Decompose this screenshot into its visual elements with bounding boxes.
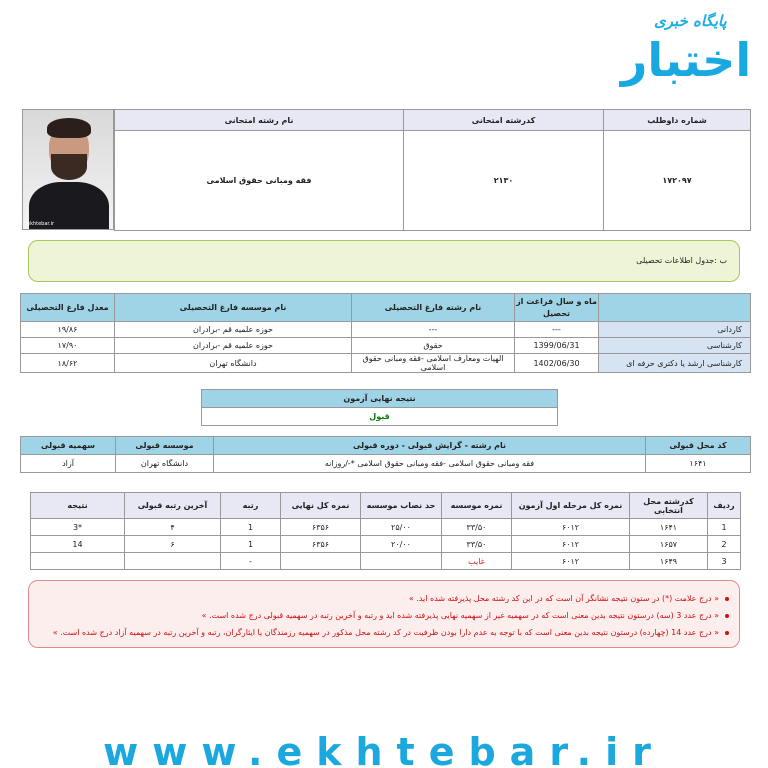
- table-row: [21, 322, 751, 338]
- ch-first-score: ۶۰۱۲: [512, 519, 630, 536]
- note-item: [29, 607, 729, 624]
- acc-header-quota: سهمیه قبولی: [21, 437, 116, 455]
- note-text: « درج علامت (*) در ستون نتیجه نشانگر آن است که در این کد رشته محل پذیرفته شده اید. »: [408, 594, 719, 603]
- final-result-value: قبول: [202, 408, 558, 426]
- ch-row-num: 3: [708, 553, 741, 570]
- ch-row-num: 1: [708, 519, 741, 536]
- header-exam-code: کدرشته امتحانی: [404, 110, 604, 131]
- edu-date: 1402/06/30: [515, 354, 599, 373]
- ch-header-last-rank: آخرین رتبه قبولی: [125, 493, 221, 519]
- table-row: [31, 536, 741, 553]
- acc-header-field: نام رشته - گرایش قبولی - دوره قبولی: [214, 437, 646, 455]
- edu-date: ---: [515, 322, 599, 338]
- table-row: [31, 519, 741, 536]
- ch-code: ۱۶۵۷: [630, 536, 708, 553]
- logo-subtitle: پایگاه خبری: [654, 12, 727, 30]
- table-row: [21, 354, 751, 373]
- education-table: [20, 293, 751, 373]
- logo-title: اختبار: [620, 33, 752, 87]
- photo-beard: [51, 154, 87, 180]
- ch-header-inst-score: نمره موسسه: [442, 493, 512, 519]
- edu-header-graduation-date: ماه و سال فراغت از تحصیل: [515, 294, 599, 322]
- ch-inst-min: ۲۵/۰۰: [361, 519, 442, 536]
- edu-level: کارشناسی: [599, 338, 751, 354]
- note-text: « درج عدد 14 (چهارده) درستون نتیجه بدین معنی است که با توجه به عدم دارا بودن ظرفیت در کد رشته محل مذکور در سهمیه رزمندگان یا ایثارگران، رتبه و آخرین رتبه در سهمیه آزاد درج شده است. »: [52, 628, 719, 637]
- ch-result: 14: [31, 536, 125, 553]
- edu-header-field: نام رشته فارغ التحصیلی: [352, 294, 515, 322]
- acc-header-institution: موسسه قبولی: [116, 437, 214, 455]
- ch-first-score: ۶۰۱۲: [512, 536, 630, 553]
- header-candidate-number: شماره داوطلب: [604, 110, 751, 131]
- ch-rank: -: [221, 553, 281, 570]
- edu-level: کاردانی: [599, 322, 751, 338]
- notes-box: [28, 580, 740, 648]
- edu-header-gpa: معدل فارغ التحصیلی: [21, 294, 115, 322]
- photo-caption: ekhtebar.ir: [27, 221, 55, 227]
- edu-gpa: ۱۷/۹۰: [21, 338, 115, 354]
- edu-field: الهیات ومعارف اسلامی -فقه ومبانی حقوق اسلامی: [352, 354, 515, 373]
- candidate-table: [114, 109, 751, 231]
- ch-last-rank: ۶: [125, 536, 221, 553]
- table-row: [21, 338, 751, 354]
- ch-last-rank: [125, 553, 221, 570]
- edu-institution: دانشگاه تهران: [115, 354, 352, 373]
- ch-inst-score: ۳۳/۵۰: [442, 519, 512, 536]
- footer-url: www.ekhtebar.ir: [103, 730, 665, 768]
- acc-header-code: کد محل قبولی: [646, 437, 751, 455]
- ch-final-score: [281, 553, 361, 570]
- ch-code: ۱۶۴۱: [630, 519, 708, 536]
- ch-row-num: 2: [708, 536, 741, 553]
- ch-result: *3: [31, 519, 125, 536]
- ch-final-score: ۶۳۵۶: [281, 519, 361, 536]
- exam-code: ۲۱۳۰: [404, 131, 604, 231]
- note-item: [29, 590, 729, 607]
- candidate-number: ۱۷۲۰۹۷: [604, 131, 751, 231]
- header-exam-field: نام رشته امتحانی: [115, 110, 404, 131]
- ch-header-first-score: نمره کل مرحله اول آزمون: [512, 493, 630, 519]
- ch-code: ۱۶۴۹: [630, 553, 708, 570]
- exam-field: فقه ومبانی حقوق اسلامی: [115, 131, 404, 231]
- ch-final-score: ۶۳۵۶: [281, 536, 361, 553]
- acc-quota: آزاد: [21, 455, 116, 473]
- candidate-photo: [22, 109, 114, 230]
- ch-header-code: کدرشته محل انتخابی: [630, 493, 708, 519]
- ch-inst-min: ۲۰/۰۰: [361, 536, 442, 553]
- table-row: [21, 455, 751, 473]
- ch-header-rank: رتبه: [221, 493, 281, 519]
- choices-table: [30, 492, 741, 570]
- ch-inst-min: [361, 553, 442, 570]
- ch-header-inst-min: حد نصاب موسسه: [361, 493, 442, 519]
- edu-institution: حوزه علمیه قم -برادران: [115, 322, 352, 338]
- final-result-header: نتیجه نهایی آزمون: [202, 390, 558, 408]
- ch-inst-score: ۳۳/۵۰: [442, 536, 512, 553]
- ch-rank: 1: [221, 519, 281, 536]
- note-text: « درج عدد 3 (سه) درستون نتیجه بدین معنی است که در سهمیه غیر از سهمیه نهایی پذیرفته شده اید و رتبه و آخرین رتبه در سهمیه قبولی درج شده است. »: [201, 611, 719, 620]
- bullet-icon: [725, 614, 729, 618]
- ch-header-result: نتیجه: [31, 493, 125, 519]
- acc-code: ۱۶۴۱: [646, 455, 751, 473]
- ch-rank: 1: [221, 536, 281, 553]
- acc-field: فقه ومبانی حقوق اسلامی -فقه ومبانی حقوق اسلامی *-/روزانه: [214, 455, 646, 473]
- note-item: [29, 624, 729, 641]
- edu-level: کارشناسی ارشد یا دکتری حرفه ای: [599, 354, 751, 373]
- ch-first-score: ۶۰۱۲: [512, 553, 630, 570]
- ch-last-rank: ۴: [125, 519, 221, 536]
- edu-header-level: [599, 294, 751, 322]
- final-result-table: [201, 389, 558, 426]
- edu-institution: حوزه علمیه قم -برادران: [115, 338, 352, 354]
- ch-header-row: ردیف: [708, 493, 741, 519]
- edu-field: حقوق: [352, 338, 515, 354]
- bullet-icon: [725, 597, 729, 601]
- edu-date: 1399/06/31: [515, 338, 599, 354]
- acc-institution: دانشگاه تهران: [116, 455, 214, 473]
- ch-header-final-score: نمره کل نهایی: [281, 493, 361, 519]
- ch-inst-score-absent: غایب: [442, 553, 512, 570]
- edu-header-institution: نام موسسه فارغ التحصیلی: [115, 294, 352, 322]
- education-title: ب :جدول اطلاعات تحصیلی: [636, 256, 727, 265]
- site-logo: [612, 8, 760, 94]
- edu-field: ---: [352, 322, 515, 338]
- education-title-box: [28, 240, 740, 282]
- photo-hair: [47, 118, 91, 138]
- edu-gpa: ۱۸/۶۲: [21, 354, 115, 373]
- bullet-icon: [725, 631, 729, 635]
- edu-gpa: ۱۹/۸۶: [21, 322, 115, 338]
- table-row: [31, 553, 741, 570]
- accepted-table: [20, 436, 751, 473]
- ch-result: [31, 553, 125, 570]
